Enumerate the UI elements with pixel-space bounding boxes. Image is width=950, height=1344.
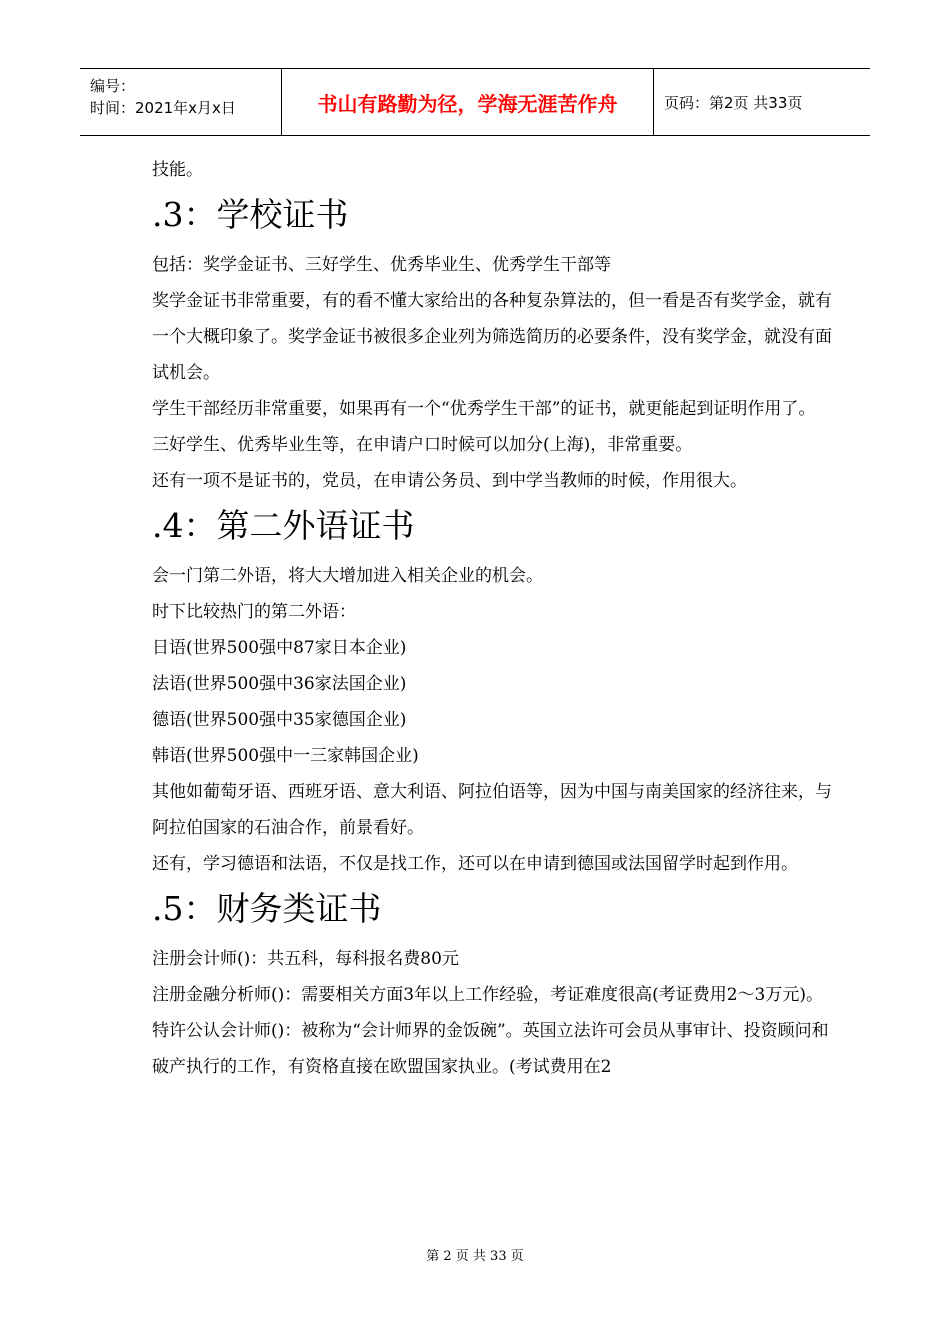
paragraph: 其他如葡萄牙语、西班牙语、意大利语、阿拉伯语等，因为中国与南美国家的经济往来，与阿拉伯国家的石油合作，前景看好。 [152, 782, 832, 838]
page-footer: 第 2 页 共 33 页 [426, 1249, 524, 1264]
list-item: 日语(世界500强中87家日本企业) [152, 638, 407, 658]
section-heading-5: .5：财务类证书 [152, 889, 382, 928]
paragraph: 包括：奖学金证书、三好学生、优秀毕业生、优秀学生干部等 [152, 255, 611, 275]
section-heading-4: .4：第二外语证书 [152, 506, 415, 545]
paragraph: 还有一项不是证书的，党员，在申请公务员、到中学当教师的时候，作用很大。 [152, 471, 747, 491]
header-meta-cell [80, 69, 282, 135]
paragraph: 注册会计师()：共五科，每科报名费80元 [152, 949, 459, 969]
document-body [152, 152, 832, 1085]
list-item: 德语(世界500强中35家德国企业) [152, 710, 407, 730]
paragraph: 三好学生、优秀毕业生等，在申请户口时候可以加分(上海)，非常重要。 [152, 435, 693, 455]
document-date-label: 时间：2021年x月x日 [90, 99, 236, 117]
paragraph: 学生干部经历非常重要，如果再有一个“优秀学生干部”的证书，就更能起到证明作用了。 [152, 399, 816, 419]
paragraph: 技能。 [152, 160, 203, 180]
paragraph: 还有，学习德语和法语，不仅是找工作，还可以在申请到德国或法国留学时起到作用。 [152, 854, 798, 874]
paragraph: 时下比较热门的第二外语： [152, 602, 356, 622]
header-motto: 书山有路勤为径，学海无涯苦作舟 [282, 69, 654, 135]
document-header [80, 68, 870, 136]
list-item: 韩语(世界500强中一三家韩国企业) [152, 746, 419, 766]
section-heading-3: .3：学校证书 [152, 195, 349, 234]
paragraph: 奖学金证书非常重要，有的看不懂大家给出的各种复杂算法的，但一看是否有奖学金，就有一个大概印象了。奖学金证书被很多企业列为筛选简历的必要条件，没有奖学金，就没有面试机会。 [152, 291, 832, 383]
paragraph: 特许公认会计师()：被称为“会计师界的金饭碗”。英国立法许可会员从事审计、投资顾问和破产执行的工作，有资格直接在欧盟国家执业。(考试费用在2 [152, 1021, 829, 1077]
header-page-info: 页码：第2页 共33页 [664, 93, 803, 112]
list-item: 法语(世界500强中36家法国企业) [152, 674, 407, 694]
paragraph: 注册金融分析师()：需要相关方面3年以上工作经验，考证难度很高(考证费用2～3万元)。 [152, 985, 823, 1005]
paragraph: 会一门第二外语，将大大增加进入相关企业的机会。 [152, 566, 543, 586]
document-number-label: 编号： [90, 77, 136, 95]
